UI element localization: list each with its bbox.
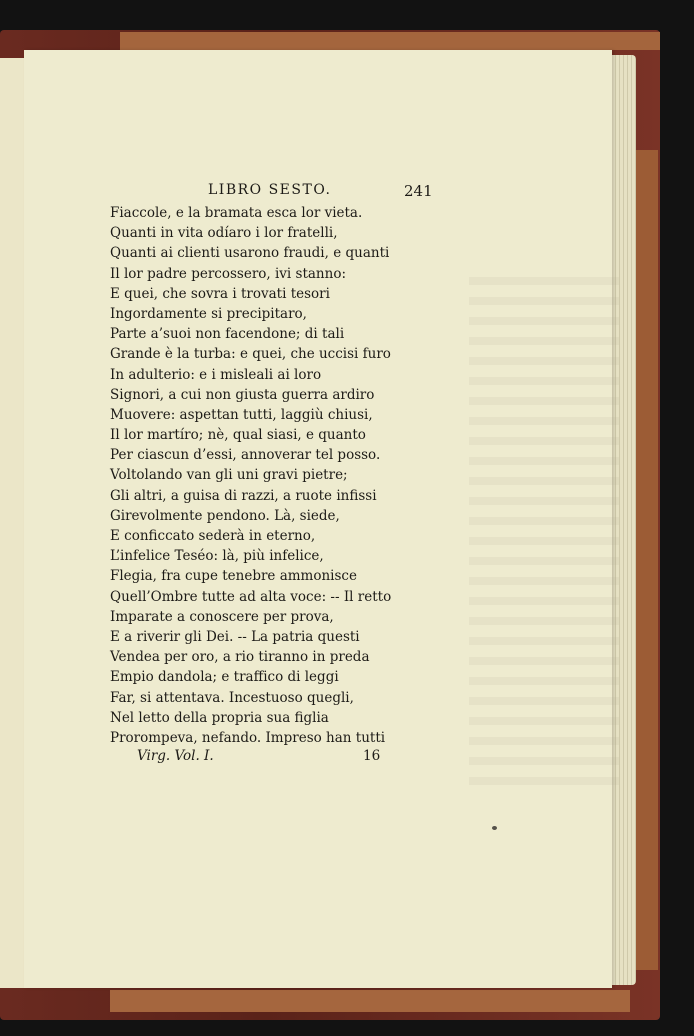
verse-line: Imparate a conoscere per prova,	[110, 608, 334, 625]
verse-line: Fiaccole, e la bramata esca lor vieta.	[110, 205, 363, 221]
running-header: LIBRO SESTO.	[208, 182, 332, 198]
verse-line: Quanti ai clienti usarono fraudi, e quanti	[110, 245, 390, 262]
verse-line: E quei, che sovra i trovati tesori	[110, 285, 330, 302]
verse-line: Girevolmente pendono. Là, siede,	[110, 507, 340, 524]
cover-edge-top	[120, 32, 660, 50]
verse-line: Flegia, fra cupe tenebre ammonisce	[110, 568, 357, 585]
page-footer	[137, 748, 381, 764]
verse-line: E conficcato sederà in eterno,	[110, 528, 316, 544]
verse-line: Far, si attentava. Incestuoso quegli,	[110, 689, 354, 706]
footer-signature-number: 16	[363, 748, 381, 764]
verse-line: Quanti in vita odíaro i lor fratelli,	[110, 225, 338, 242]
verse-line: Il lor martíro; nè, qual siasi, e quanto	[110, 427, 366, 444]
verse-line: Ingordamente si precipitaro,	[110, 305, 307, 322]
verse-line: Prorompeva, nefando. Impreso han tutti	[110, 729, 386, 746]
verse-line: E a riverir gli Dei. -- La patria questi	[110, 628, 360, 645]
footer-signature: Virg. Vol. I.	[137, 748, 214, 764]
cover-edge-right	[636, 150, 658, 970]
verse-line: Parte a’suoi non facendone; di tali	[110, 326, 345, 343]
verse-line: In adulterio: e i misleali ai loro	[110, 366, 322, 383]
verse-line: Quell’Ombre tutte ad alta voce: -- Il retto	[110, 588, 392, 605]
verse-line: Empio dandola; e traffico di leggi	[110, 669, 339, 686]
verse-block	[110, 203, 391, 748]
verse-line: Signori, a cui non giusta guerra ardiro	[110, 386, 375, 403]
verse-line: Per ciascun d’essi, annoverar tel posso.	[110, 447, 381, 464]
show-through	[469, 265, 619, 785]
cover-edge-bottom	[110, 990, 630, 1012]
verse-line: Il lor padre percossero, ivi stanno:	[110, 265, 346, 282]
verse-line: L’infelice Teséo: là, più infelice,	[110, 548, 324, 565]
verse-line: Gli altri, a guisa di razzi, a ruote infissi	[110, 487, 377, 504]
verse-line: Voltolando van gli uni gravi pietre;	[110, 467, 348, 484]
verse-line: Grande è la turba: e quei, che uccisi furo	[110, 346, 391, 363]
verse-line: Vendea per oro, a rio tiranno in preda	[110, 649, 370, 666]
ink-speck	[492, 826, 497, 830]
page-number: 241	[404, 182, 433, 200]
left-page-edge	[0, 58, 25, 988]
verse-line: Muovere: aspettan tutti, laggiù chiusi,	[110, 406, 373, 423]
verse-line: Nel letto della propria sua figlia	[110, 709, 329, 726]
